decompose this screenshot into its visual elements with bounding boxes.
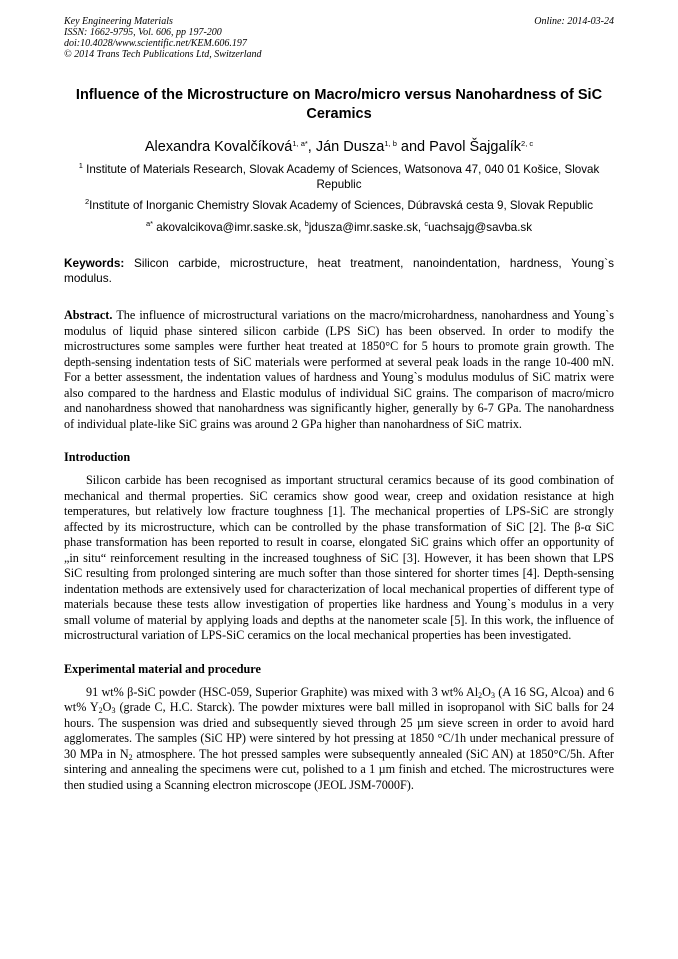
abstract-label: Abstract.: [64, 308, 113, 322]
author-affil-mark: 2, c: [521, 139, 534, 148]
email-mark: c: [424, 219, 429, 228]
abstract-text: The influence of microstructural variations on the macro/microhardness, nanohardness and Young`s modulus of liquid phase sintered silicon carbide (LPS SiC) has been observed. In order to modify the microstructures some samples were further heat treated at 1850°C for 5 hours to promote grain growth. The depth-sensing indentation tests of SiC materials were performed at several peak loads in the range 10-400 mN. For a better assessment, the indentation values of hardness and Young`s modulus modulus of SiC matrix were also compared to the hardness and Elastic modulus of individual SiC grains. The comparison of macro/micro and nanohardness showed that nanohardness was significantly higher, generally by 6-7 GPa. The nanohardness of individual plate-like SiC grains was around 2 GPa higher than nanohardness of SiC matrix.: [64, 308, 614, 431]
author-affil-mark: 1, a*: [292, 139, 308, 148]
experimental-body: [64, 685, 614, 794]
email-mark: b: [304, 219, 309, 228]
keywords: [64, 256, 614, 286]
abstract: [64, 308, 614, 432]
introduction-heading: Introduction: [64, 450, 131, 464]
author-name: Alexandra Kovalčíková: [144, 139, 293, 155]
online-date: Online: 2014-03-24: [534, 16, 614, 27]
experimental-heading: Experimental material and procedure: [64, 661, 261, 676]
email-link[interactable]: uachsajg@savba.sk: [428, 221, 533, 234]
copyright-line: © 2014 Trans Tech Publications Ltd, Switzerland: [64, 49, 262, 60]
doi-line: doi:10.4028/www.scientific.net/KEM.606.197: [64, 38, 247, 49]
body-text: 91 wt% β-SiC powder (HSC-059, Superior Graphite) was mixed with 3 wt% Al: [86, 684, 479, 699]
affiliation-mark: 1: [78, 161, 83, 170]
introduction-body: Silicon carbide has been recognised as important structural ceramics because of its good combination of mechanical and thermal properties. SiC ceramics show good wear, creep and oxidation resistance at high temperatures, but relatively low fracture toughness [1]. The mechanical properties of LPS-SiC are strongly affected by its microstructure, which can be controlled by the phase transformation of SiC [2]. The β-α SiC phase transformation has been reported to result in coarse, elongated SiC grains which offer an opportunity of „in situ“ reinforcement resulting in the increased toughness of SiC [3]. However, it has been shown that LPS SiC resulting from prolonged sintering are much softer than those sintered for shorter times [4]. Depth-sensing indentation methods are extensively used for characterization of local mechanical properties of different type of materials because these tests allow investigation of properties like hardness and Young`s modulus in a very small volume of material by applying loads and depths at the nanometer scale [5]. In this work, the influence of microstructural variation of LPS-SiC ceramics on the local mechanical properties has been investigated.: [64, 473, 614, 642]
email-link[interactable]: akovalcikova@imr.saske.sk,: [156, 221, 305, 234]
author-name: Pavol Šajgalík: [429, 139, 522, 155]
email-mark: a*: [145, 219, 154, 228]
author-separator: and: [396, 139, 430, 155]
affiliation-mark: 2: [84, 197, 90, 206]
keywords-label: Keywords:: [64, 256, 125, 270]
subscript: 3: [490, 690, 495, 700]
author-separator: ,: [307, 139, 316, 155]
keywords-text: Silicon carbide, microstructure, heat treatment, nanoindentation, hardness, Young`s modulus.: [64, 256, 614, 285]
affiliation-text: Institute of Materials Research, Slovak Academy of Sciences, Watsonova 47, 040 01 Košice, Slovak Republic: [86, 163, 600, 191]
email-list: [64, 221, 614, 234]
affiliation-2: [64, 198, 614, 213]
journal-header: [64, 16, 614, 60]
body-text: O: [482, 684, 491, 699]
body-text: O: [102, 700, 112, 714]
journal-name: Key Engineering Materials: [64, 16, 173, 27]
body-text: atmosphere. The hot pressed samples were subsequently annealed (SiC AN) at 1850°C/5h. After sintering and annealing the specimens were cut, polished to a 1 µm finish and etched. The microstructures were then studied using a Scanning electron microscope (JEOL JSM-7000F).: [64, 746, 614, 792]
subscript: 2: [128, 752, 133, 762]
body-text: (grade C, H.C. Starck). The powder mixtures were ball milled in isopropanol with SiC balls for 24 hours. The suspension was dried and subsequently sieved through 25 µm sieve screen in order to avoid hard agglomerates. The samples (SiC HP) were sintered by hot pressing at 1850 °C/1h under mechanical pressure of 30 MPa in N: [64, 700, 614, 761]
paper-title: Influence of the Microstructure on Macro/micro versus Nanohardness of SiC Ceramics: [75, 87, 603, 122]
author-name: Ján Dusza: [315, 139, 385, 155]
body-text: (A 16 SG, Alcoa) and 6 wt% Y: [64, 684, 614, 714]
author-list: [64, 138, 614, 156]
subscript: 2: [98, 706, 103, 715]
paper-page: [64, 16, 614, 793]
affiliation-1: [64, 162, 614, 192]
email-link[interactable]: jdusza@imr.saske.sk,: [308, 221, 425, 234]
affiliation-text: Institute of Inorganic Chemistry Slovak Academy of Sciences, Dúbravská cesta 9, Slovak Republic: [89, 199, 594, 212]
issn-line: ISSN: 1662-9795, Vol. 606, pp 197-200: [64, 27, 222, 38]
subscript: 3: [111, 706, 116, 715]
subscript: 2: [478, 690, 483, 700]
author-affil-mark: 1, b: [384, 139, 397, 148]
